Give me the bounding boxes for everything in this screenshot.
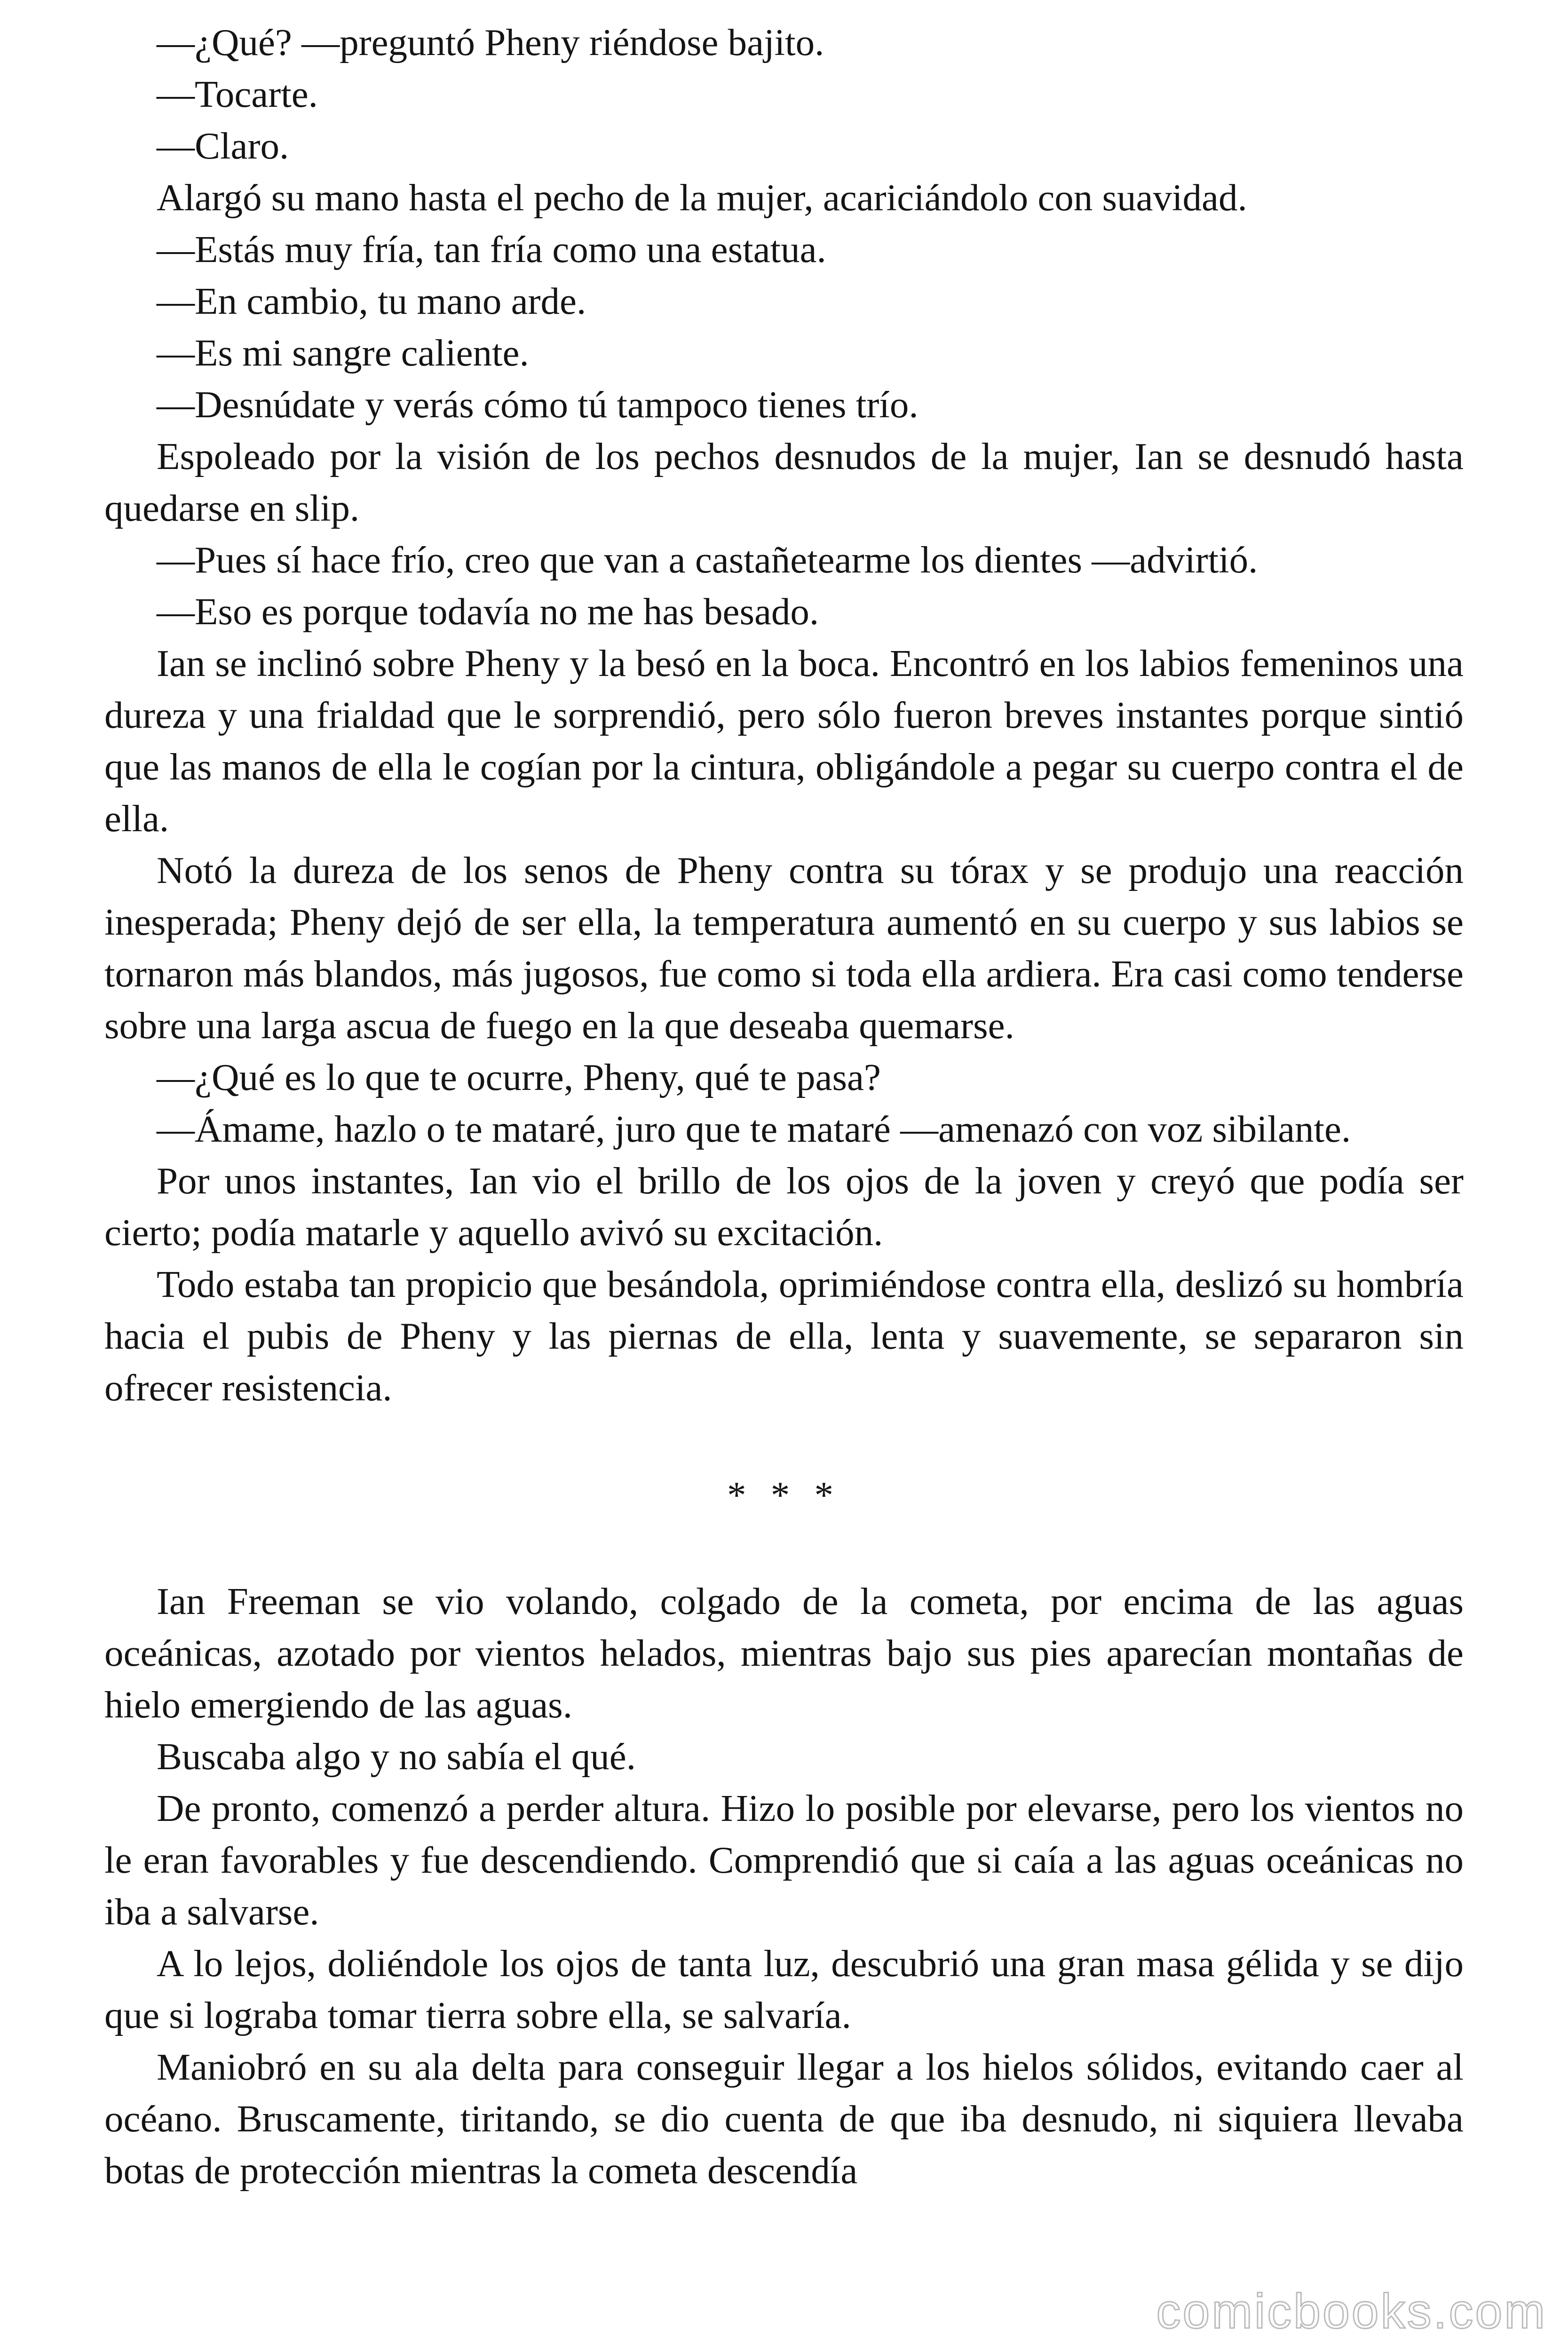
paragraph: Todo estaba tan propicio que besándola, oprimiéndose contra ella, deslizó su hombría hacia el pubis de Pheny y las piernas de ella, lenta y suavemente, se separaron sin ofrecer resistencia. [104,1263,1464,1409]
paragraph: —¿Qué? —preguntó Pheny riéndose bajito. [157,21,824,64]
body-text [104,16,1464,2196]
paragraph: Espoleado por la visión de los pechos desnudos de la mujer, Ian se desnudó hasta quedarse en slip. [104,435,1464,529]
paragraph: —Ámame, hazlo o te mataré, juro que te mataré —amenazó con voz sibilante. [157,1108,1351,1150]
paragraph: Por unos instantes, Ian vio el brillo de los ojos de la joven y creyó que podía ser cierto; podía matarle y aquello avivó su excitación. [104,1160,1464,1254]
paragraph: Buscaba algo y no sabía el qué. [157,1735,636,1778]
paragraph: —Eso es porque todavía no me has besado. [157,590,819,633]
paragraph: —Es mi sangre caliente. [157,332,529,374]
paragraph: —En cambio, tu mano arde. [157,280,586,322]
paragraph: —Claro. [157,125,289,167]
paragraph: —Estás muy fría, tan fría como una estatua. [157,228,826,270]
paragraph: Maniobró en su ala delta para conseguir llegar a los hielos sólidos, evitando caer al océano. Bruscamente, tiritando, se dio cuenta de que iba desnudo, ni siquiera llevaba botas de protección mientras la cometa descendía [104,2046,1464,2192]
paragraph: —Desnúdate y verás cómo tú tampoco tienes trío. [157,383,919,426]
paragraph: Ian se inclinó sobre Pheny y la besó en la boca. Encontró en los labios femeninos una dureza y una frialdad que le sorprendió, pero sólo fueron breves instantes porque sintió que las manos de ella le cogían por la cintura, obligándole a pegar su cuerpo contra el de ella. [104,642,1464,840]
paragraph: —Tocarte. [157,73,318,115]
paragraph: Ian Freeman se vio volando, colgado de la cometa, por encima de las aguas oceánicas, azotado por vientos helados, mientras bajo sus pies aparecían montañas de hielo emergiendo de las aguas. [104,1580,1464,1726]
paragraph: De pronto, comenzó a perder altura. Hizo lo posible por elevarse, pero los vientos no le eran favorables y fue descendiendo. Comprendió que si caía a las aguas oceánicas no iba a salvarse. [104,1787,1464,1933]
watermark: comicbooks.com [1156,2284,1547,2339]
paragraph: A lo lejos, doliéndole los ojos de tanta luz, descubrió una gran masa gélida y se dijo que si lograba tomar tierra sobre ella, se salvaría. [104,1942,1464,2036]
paragraph: Notó la dureza de los senos de Pheny contra su tórax y se produjo una reacción inesperada; Pheny dejó de ser ella, la temperatura aumentó en su cuerpo y sus labios se tornaron más blandos, más jugosos, fue como si toda ella ardiera. Era casi como tenderse sobre una larga ascua de fuego en la que deseaba quemarse. [104,849,1464,1047]
scene-break: * * * [727,1474,841,1516]
paragraph: —Pues sí hace frío, creo que van a castañetearme los dientes —advirtió. [157,539,1258,581]
paragraph: Alargó su mano hasta el pecho de la mujer, acariciándolo con suavidad. [157,176,1247,219]
paragraph: —¿Qué es lo que te ocurre, Pheny, qué te pasa? [157,1056,881,1098]
